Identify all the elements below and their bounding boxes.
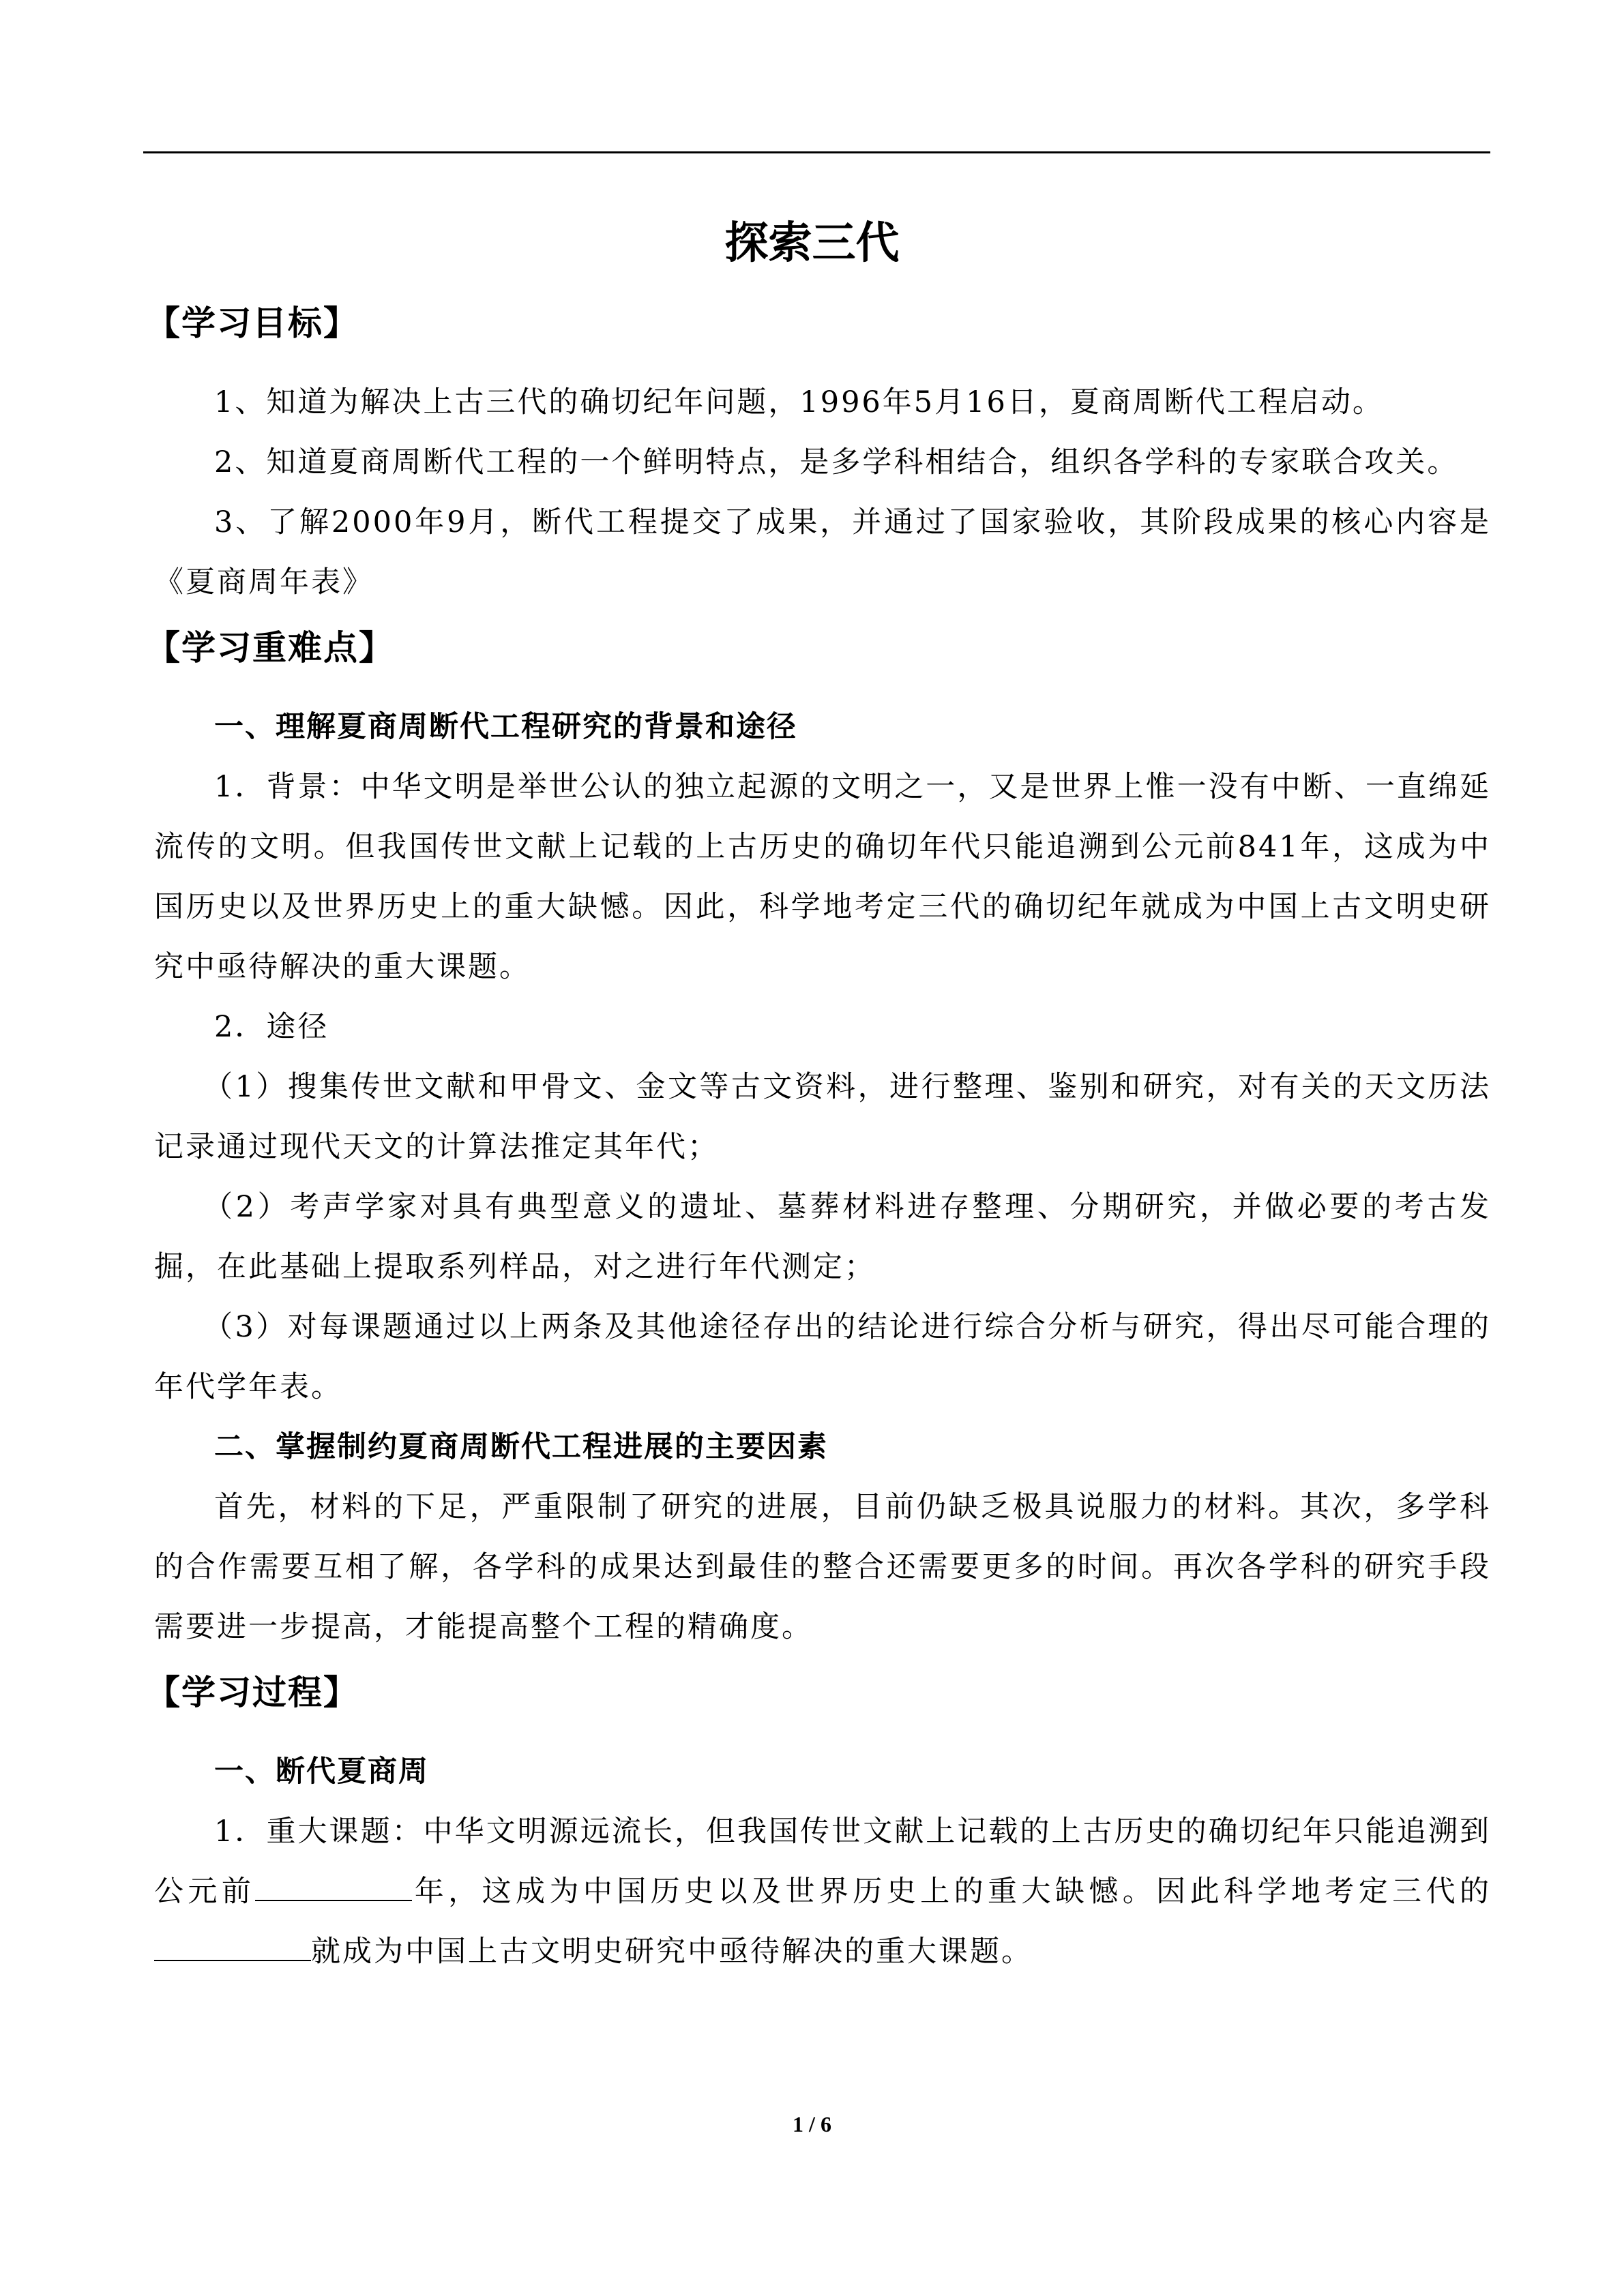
question-1 <box>154 1802 1491 1982</box>
approach-item: （3）对每课题通过以上两条及其他途径存出的结论进行综合分析与研究，得出尽可能合理的年代学年表。 <box>154 1310 1491 1404</box>
question-1-text-a: 1．重大课题：中华文明源远流长，但我国传世文献上记载的上古历史的确切纪年只能追溯到公元前 <box>154 1815 1491 1909</box>
document-title: 探索三代 <box>724 218 900 269</box>
constraints-paragraph: 首先，材料的下足，严重限制了研究的进展，目前仍缺乏极具说服力的材料。其次，多学科的合作需要互相了解，各学科的成果达到最佳的整合还需要更多的时间。再次各学科的研究手段需要进一步提高，才能提高整个工程的精确度。 <box>154 1490 1491 1644</box>
question-1-text-c: 就成为中国上古文明史研究中亟待解决的重大课题。 <box>311 1935 1033 1969</box>
approach-item: （2）考声学家对具有典型意义的遗址、墓葬材料进存整理、分期研究，并做必要的考古发掘，在此基础上提取系列样品，对之进行年代测定； <box>154 1190 1491 1284</box>
section-heading-process: 【学习过程】 <box>146 1673 359 1712</box>
objective-item: 3、了解2000年9月，断代工程提交了成果，并通过了国家验收，其阶段成果的核心内容是《夏商周年表》 <box>154 505 1491 599</box>
approach-title: 2．途径 <box>214 1010 329 1044</box>
fill-blank-chronology[interactable] <box>154 1933 311 1961</box>
header-rule <box>143 151 1490 153</box>
page-number: 1 / 6 <box>793 2112 831 2136</box>
objective-item: 2、知道夏商周断代工程的一个鲜明特点，是多学科相结合，组织各学科的专家联合攻关。 <box>214 445 1459 479</box>
section-heading-objectives: 【学习目标】 <box>146 303 359 343</box>
fill-blank-year[interactable] <box>255 1873 412 1901</box>
section-heading-key-points: 【学习重难点】 <box>146 628 394 668</box>
document-body <box>146 293 1492 1982</box>
subheading-background-approach: 一、理解夏商周断代工程研究的背景和途径 <box>214 710 797 744</box>
subheading-constraints: 二、掌握制约夏商周断代工程进展的主要因素 <box>214 1430 828 1464</box>
approach-item: （1）搜集传世文献和甲骨文、金文等古文资料，进行整理、鉴别和研究，对有关的天文历法记录通过现代天文的计算法推定其年代； <box>154 1070 1491 1164</box>
objective-item: 1、知道为解决上古三代的确切纪年问题，1996年5月16日，夏商周断代工程启动。 <box>214 385 1384 419</box>
background-paragraph: 1．背景：中华文明是举世公认的独立起源的文明之一，又是世界上惟一没有中断、一直绵延流传的文明。但我国传世文献上记载的上古历史的确切年代只能追溯到公元前841年，这成为中国历史以及世界历史上的重大缺憾。因此，科学地考定三代的确切纪年就成为中国上古文明史研究中亟待解决的重大课题。 <box>154 770 1491 984</box>
subheading-dating: 一、断代夏商周 <box>214 1755 429 1789</box>
question-1-text-b: 年，这成为中国历史以及世界历史上的重大缺憾。因此科学地考定三代的 <box>412 1875 1492 1909</box>
